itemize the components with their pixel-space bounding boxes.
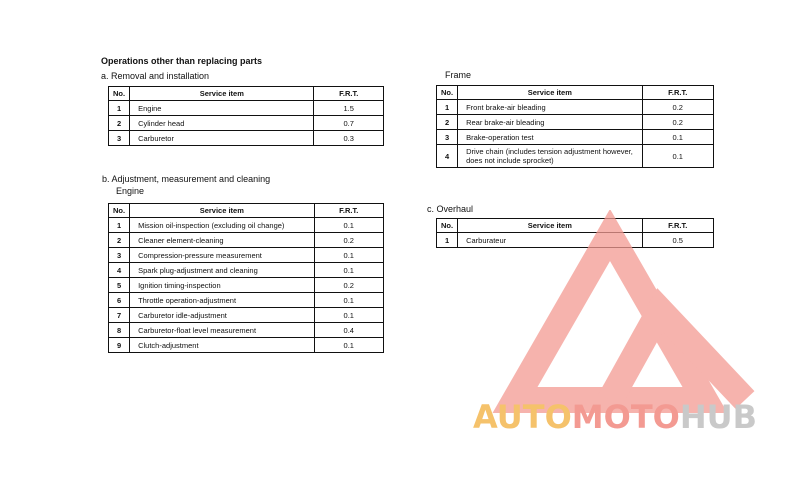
frt-value: 0.2 [314,278,383,293]
frt-value: 0.2 [642,115,714,130]
frt-value: 1.5 [314,101,384,116]
row-number: 3 [437,130,458,145]
table-row [109,338,384,353]
row-number: 9 [109,338,130,353]
column-header-frt: F.R.T. [314,87,384,101]
table-row [109,131,384,146]
table-row [437,145,714,168]
service-item: Engine [130,101,314,116]
table-row [109,293,384,308]
column-header-frt: F.R.T. [642,219,713,233]
service-item: Brake-operation test [458,130,642,145]
column-header-item: Service item [130,204,314,218]
table-header-row [109,87,384,101]
frt-value: 0.2 [642,100,714,115]
table-row [109,263,384,278]
column-header-item: Service item [130,87,314,101]
service-item: Spark plug-adjustment and cleaning [130,263,314,278]
table-header-row [437,219,714,233]
service-item: Rear brake-air bleading [458,115,642,130]
row-number: 8 [109,323,130,338]
service-item: Compression-pressure measurement [130,248,314,263]
overhaul-table [436,218,714,248]
table-row [109,308,384,323]
table-row [109,323,384,338]
frt-value: 0.1 [314,338,383,353]
frt-value: 0.1 [314,248,383,263]
column-header-no: No. [109,87,130,101]
table-header-row [109,204,384,218]
column-header-frt: F.R.T. [642,86,714,100]
row-number: 4 [437,145,458,168]
frt-value: 0.1 [314,308,383,323]
frt-value: 0.1 [642,130,714,145]
section-c-title: c. Overhaul [427,204,474,214]
service-item: Cylinder head [130,116,314,131]
frt-value: 0.1 [314,218,383,233]
frt-value: 0.3 [314,131,384,146]
table-row [109,248,384,263]
frt-value: 0.2 [314,233,383,248]
row-number: 3 [109,248,130,263]
service-item: Cleaner element-cleaning [130,233,314,248]
table-row [109,278,384,293]
column-header-no: No. [437,86,458,100]
row-number: 2 [109,233,130,248]
frt-value: 0.4 [314,323,383,338]
frt-value: 0.1 [314,293,383,308]
row-number: 2 [109,116,130,131]
watermark-text-auto: AUTO [473,398,572,436]
table-row [437,130,714,145]
table-row [437,233,714,248]
row-number: 1 [109,218,130,233]
frt-value: 0.1 [642,145,714,168]
column-header-frt: F.R.T. [314,204,383,218]
column-header-no: No. [437,219,458,233]
table-header-row [437,86,714,100]
row-number: 4 [109,263,130,278]
row-number: 1 [437,100,458,115]
service-item: Mission oil-inspection (excluding oil change) [130,218,314,233]
row-number: 5 [109,278,130,293]
service-item: Carburetor-float level measurement [130,323,314,338]
column-header-no: No. [109,204,130,218]
table-row [109,116,384,131]
service-item: Front brake-air bleading [458,100,642,115]
table-row [109,233,384,248]
section-b-title: b. Adjustment, measurement and cleaning [102,174,271,184]
removal-table [108,86,384,146]
service-item: Clutch-adjustment [130,338,314,353]
row-number: 6 [109,293,130,308]
service-item: Carburetor idle-adjustment [130,308,314,323]
page-heading: Operations other than replacing parts [101,56,263,66]
table-row [109,101,384,116]
service-item: Throttle operation-adjustment [130,293,314,308]
row-number: 1 [109,101,130,116]
frt-value: 0.1 [314,263,383,278]
section-frame-title: Frame [445,70,472,80]
row-number: 1 [437,233,458,248]
watermark-text-moto: MOTO [571,398,680,436]
table-row [437,100,714,115]
column-header-item: Service item [458,86,642,100]
row-number: 2 [437,115,458,130]
service-item: Carburateur [458,233,642,248]
row-number: 7 [109,308,130,323]
row-number: 3 [109,131,130,146]
service-item: Drive chain (includes tension adjustment however, does not include sprocket) [458,145,642,168]
column-header-item: Service item [458,219,642,233]
watermark-text-hub: HUB [679,398,758,436]
service-item: Ignition timing-inspection [130,278,314,293]
section-a-title: a. Removal and installation [101,71,210,81]
frt-value: 0.5 [642,233,713,248]
table-row [437,115,714,130]
table-row [109,218,384,233]
engine-table [108,203,384,353]
frt-value: 0.7 [314,116,384,131]
service-item: Carburetor [130,131,314,146]
frame-table [436,85,714,168]
watermark-text [473,398,757,436]
section-b-subtitle: Engine [116,186,145,196]
